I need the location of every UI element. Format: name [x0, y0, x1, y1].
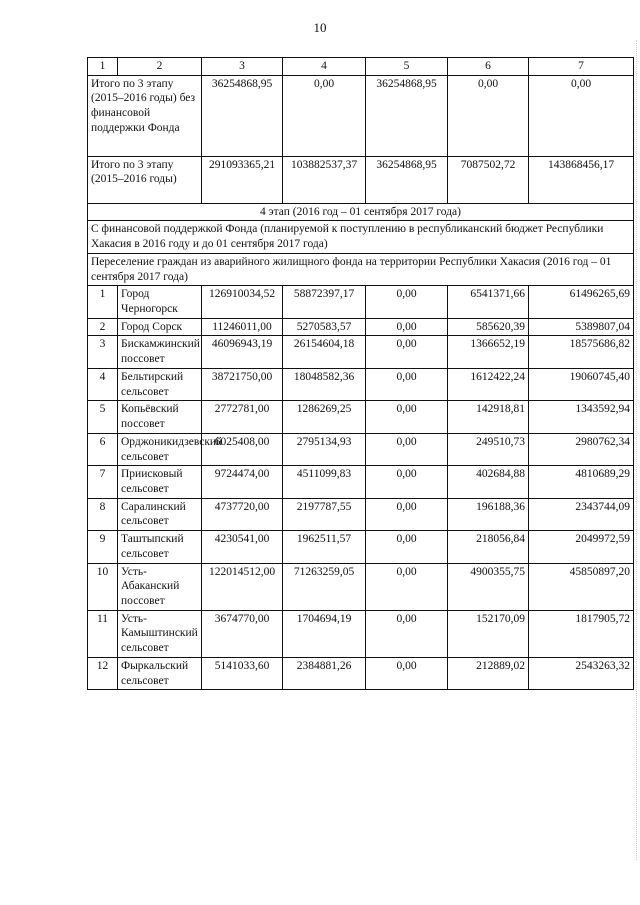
column-header: 2 [118, 58, 202, 76]
municipality-name: Усть-Абаканский поссовет [118, 563, 202, 610]
amount-region: 0,00 [366, 466, 448, 498]
row-number: 4 [88, 368, 118, 400]
municipality-name: Город Сорск [118, 318, 202, 336]
amount-region: 0,00 [366, 286, 448, 318]
amount-region: 0,00 [366, 318, 448, 336]
summary-cell: 143868456,17 [529, 156, 634, 203]
amount-fund: 2384881,26 [283, 657, 366, 689]
table-row [88, 498, 634, 530]
column-header-row [88, 58, 634, 76]
summary-cell: 291093365,21 [202, 156, 283, 203]
summary-label: Итого по 3 этапу (2015–2016 годы) без финансовой поддержки Фонда [88, 75, 202, 156]
table-row [88, 318, 634, 336]
table-row [88, 401, 634, 433]
amount-region: 0,00 [366, 657, 448, 689]
municipality-name: Фыркальский сельсовет [118, 657, 202, 689]
amount-total: 122014512,00 [202, 563, 283, 610]
column-header: 6 [448, 58, 529, 76]
amount-other: 61496265,69 [529, 286, 634, 318]
row-number: 12 [88, 657, 118, 689]
amount-local: 402684,88 [448, 466, 529, 498]
amount-total: 4230541,00 [202, 531, 283, 563]
summary-cell: 36254868,95 [202, 75, 283, 156]
row-number: 6 [88, 433, 118, 465]
table-row [88, 563, 634, 610]
page-number: 10 [313, 20, 327, 35]
row-number: 11 [88, 610, 118, 657]
summary-cell: 7087502,72 [448, 156, 529, 203]
amount-other: 2049972,59 [529, 531, 634, 563]
row-number: 9 [88, 531, 118, 563]
amount-total: 9724474,00 [202, 466, 283, 498]
budget-table [87, 57, 634, 690]
amount-local: 6541371,66 [448, 286, 529, 318]
amount-local: 4900355,75 [448, 563, 529, 610]
row-number: 8 [88, 498, 118, 530]
municipality-name: Копьёвский поссовет [118, 401, 202, 433]
row-number: 10 [88, 563, 118, 610]
amount-local: 142918,81 [448, 401, 529, 433]
municipality-name: Таштыпский сельсовет [118, 531, 202, 563]
row-number: 5 [88, 401, 118, 433]
amount-region: 0,00 [366, 368, 448, 400]
amount-other: 18575686,82 [529, 336, 634, 368]
amount-local: 585620,39 [448, 318, 529, 336]
column-header: 4 [283, 58, 366, 76]
amount-region: 0,00 [366, 610, 448, 657]
summary-cell: 0,00 [283, 75, 366, 156]
amount-total: 2772781,00 [202, 401, 283, 433]
amount-total: 6025408,00 [202, 433, 283, 465]
table-row [88, 610, 634, 657]
amount-other: 2543263,32 [529, 657, 634, 689]
municipality-name: Бискамжинский поссовет [118, 336, 202, 368]
municipality-name: Город Черногорск [118, 286, 202, 318]
amount-fund: 1286269,25 [283, 401, 366, 433]
row-number: 7 [88, 466, 118, 498]
summary-cell: 36254868,95 [366, 75, 448, 156]
amount-fund: 2795134,93 [283, 433, 366, 465]
summary-cell: 0,00 [448, 75, 529, 156]
column-header: 3 [202, 58, 283, 76]
table-row [88, 286, 634, 318]
amount-other: 5389807,04 [529, 318, 634, 336]
summary-label: Итого по 3 этапу (2015–2016 годы) [88, 156, 202, 203]
amount-other: 2343744,09 [529, 498, 634, 530]
program-title: Переселение граждан из аварийного жилищного фонда на территории Республики Хакасия (2016 год – 01 сентября 2017 года) [88, 253, 634, 285]
amount-region: 0,00 [366, 401, 448, 433]
amount-total: 4737720,00 [202, 498, 283, 530]
table-row [88, 657, 634, 689]
amount-total: 126910034,52 [202, 286, 283, 318]
amount-other: 1343592,94 [529, 401, 634, 433]
amount-fund: 26154604,18 [283, 336, 366, 368]
summary-cell: 0,00 [529, 75, 634, 156]
amount-local: 218056,84 [448, 531, 529, 563]
amount-local: 212889,02 [448, 657, 529, 689]
municipality-name: Саралинский сельсовет [118, 498, 202, 530]
amount-local: 249510,73 [448, 433, 529, 465]
summary-row [88, 156, 634, 203]
amount-local: 152170,09 [448, 610, 529, 657]
table-row [88, 336, 634, 368]
stage-title: 4 этап (2016 год – 01 сентября 2017 года) [88, 203, 634, 221]
amount-total: 11246011,00 [202, 318, 283, 336]
amount-local: 1366652,19 [448, 336, 529, 368]
amount-fund: 71263259,05 [283, 563, 366, 610]
summary-cell: 36254868,95 [366, 156, 448, 203]
column-header: 5 [366, 58, 448, 76]
table-row [88, 531, 634, 563]
amount-region: 0,00 [366, 336, 448, 368]
municipality-name: Орджоникидзевский сельсовет [118, 433, 202, 465]
municipality-name: Бельтирский сельсовет [118, 368, 202, 400]
amount-total: 38721750,00 [202, 368, 283, 400]
table-row [88, 433, 634, 465]
amount-other: 4810689,29 [529, 466, 634, 498]
amount-fund: 5270583,57 [283, 318, 366, 336]
amount-region: 0,00 [366, 531, 448, 563]
amount-local: 1612422,24 [448, 368, 529, 400]
column-header: 1 [88, 58, 118, 76]
amount-fund: 4511099,83 [283, 466, 366, 498]
amount-fund: 58872397,17 [283, 286, 366, 318]
amount-region: 0,00 [366, 498, 448, 530]
municipality-name: Усть-Камыштинский сельсовет [118, 610, 202, 657]
amount-total: 46096943,19 [202, 336, 283, 368]
municipality-name: Приисковый сельсовет [118, 466, 202, 498]
row-number: 3 [88, 336, 118, 368]
amount-other: 19060745,40 [529, 368, 634, 400]
funding-note-row [88, 221, 634, 253]
table-row [88, 466, 634, 498]
funding-note: С финансовой поддержкой Фонда (планируемой к поступлению в республиканский бюджет Республики Хакасия в 2016 году и до 01 сентября 2017 года) [88, 221, 634, 253]
amount-fund: 1962511,57 [283, 531, 366, 563]
row-number: 1 [88, 286, 118, 318]
amount-region: 0,00 [366, 563, 448, 610]
amount-total: 5141033,60 [202, 657, 283, 689]
amount-total: 3674770,00 [202, 610, 283, 657]
amount-fund: 2197787,55 [283, 498, 366, 530]
amount-other: 45850897,20 [529, 563, 634, 610]
summary-cell: 103882537,37 [283, 156, 366, 203]
stage-title-row [88, 203, 634, 221]
amount-fund: 1704694,19 [283, 610, 366, 657]
amount-region: 0,00 [366, 433, 448, 465]
table-row [88, 368, 634, 400]
scan-edge-mark [635, 40, 637, 860]
program-title-row [88, 253, 634, 285]
amount-other: 2980762,34 [529, 433, 634, 465]
row-number: 2 [88, 318, 118, 336]
amount-other: 1817905,72 [529, 610, 634, 657]
column-header: 7 [529, 58, 634, 76]
summary-row [88, 75, 634, 156]
amount-fund: 18048582,36 [283, 368, 366, 400]
amount-local: 196188,36 [448, 498, 529, 530]
